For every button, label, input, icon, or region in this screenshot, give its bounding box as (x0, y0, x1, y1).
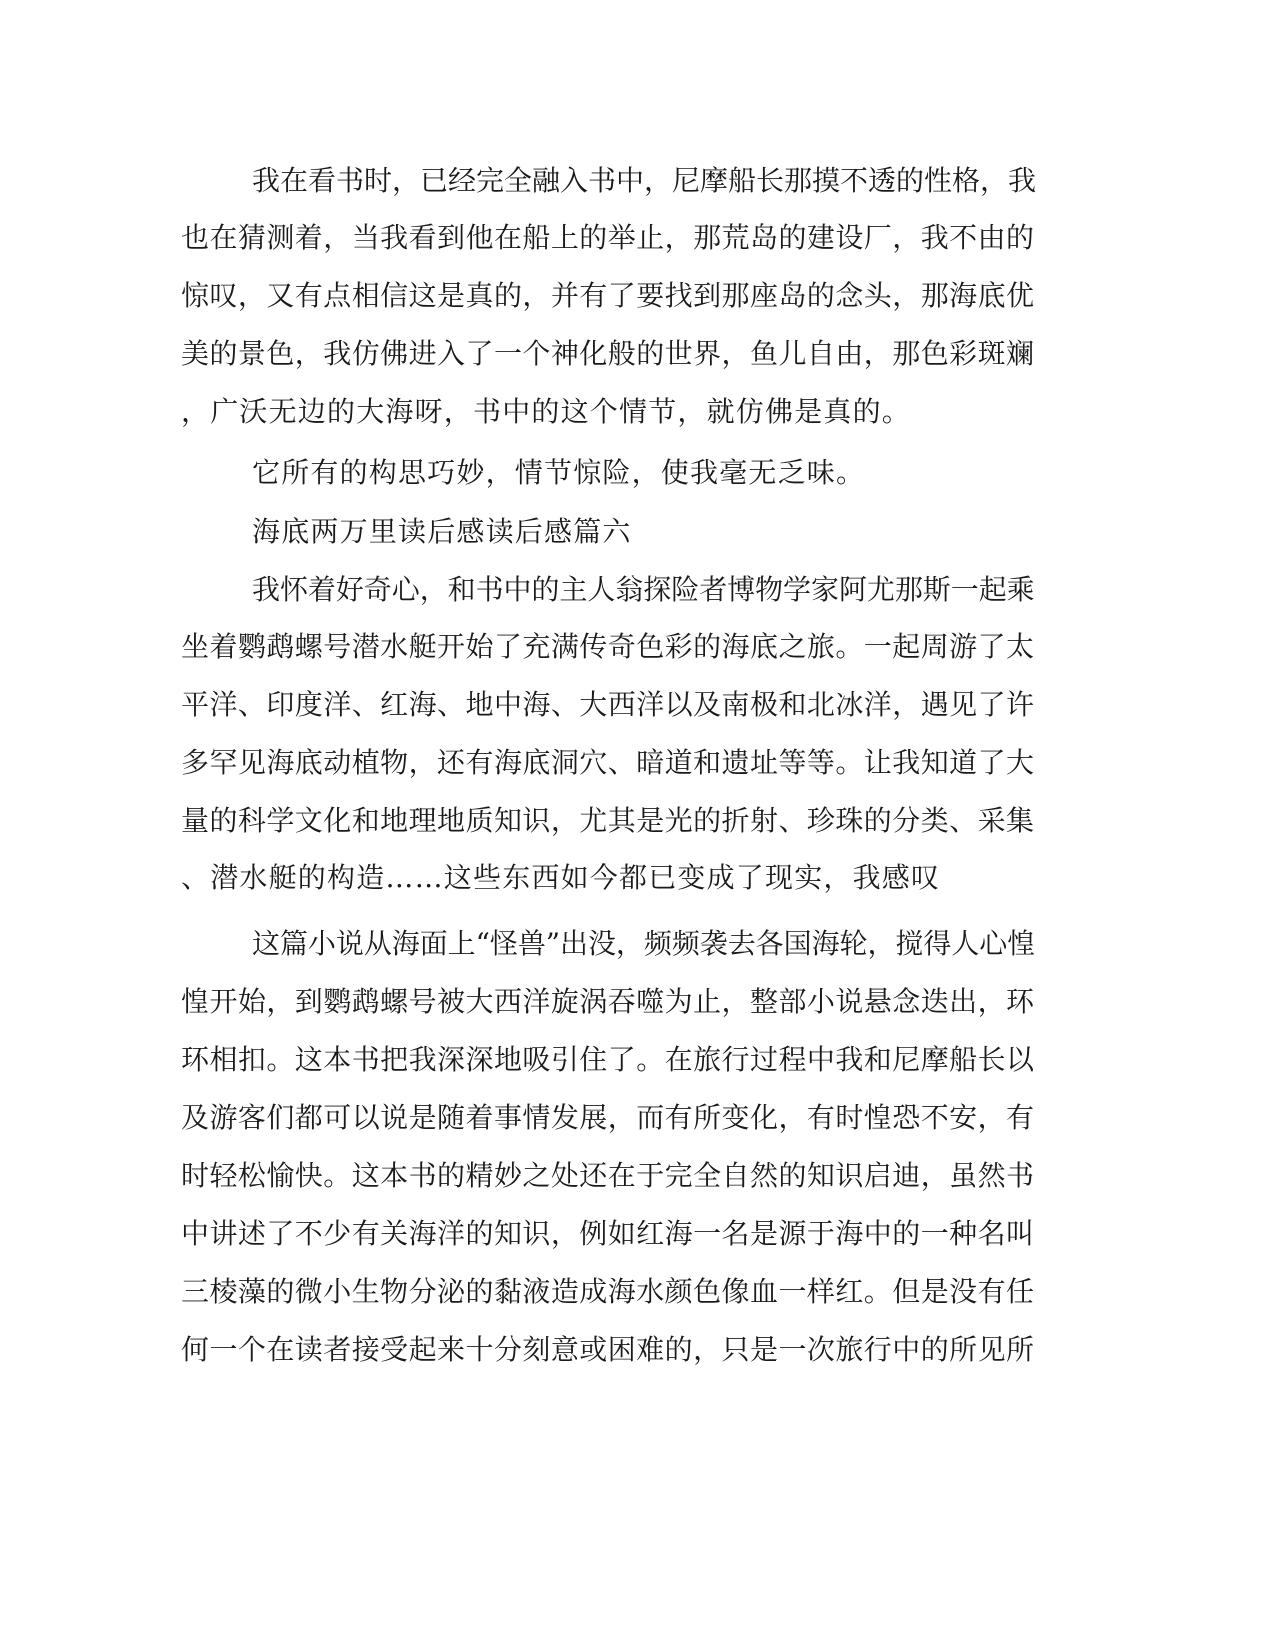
text-line-6: 它所有的构思巧妙，情节惊险，使我毫无乏味。 (252, 456, 866, 489)
text-line-19: 中讲述了不少有关海洋的知识，例如红海一名是源于海中的一种名叫 (181, 1217, 1035, 1250)
text-line-15: 惶开始，到鹦鹉螺号被大西洋旋涡吞噬为止，整部小说悬念迭出，环 (181, 985, 1035, 1018)
text-line-5: ，广沃无边的大海呀，书中的这个情节，就仿佛是真的。 (181, 395, 912, 428)
text-line-14: 这篇小说从海面上“怪兽”出没，频频袭去各国海轮，搅得人心惶 (252, 927, 1036, 960)
text-line-11: 多罕见海底动植物，还有海底洞穴、暗道和遗址等等。让我知道了大 (181, 746, 1035, 779)
text-line-1: 我在看书时，已经完全融入书中，尼摩船长那摸不透的性格，我 (252, 164, 1037, 197)
section-heading: 海底两万里读后感读后感篇六 (252, 515, 632, 548)
text-line-9: 坐着鹦鹉螺号潜水艇开始了充满传奇色彩的海底之旅。一起周游了太 (181, 630, 1035, 663)
text-line-3: 惊叹，又有点相信这是真的，并有了要找到那座岛的念头，那海底优 (181, 279, 1035, 312)
text-line-8: 我怀着好奇心，和书中的主人翁探险者博物学家阿尤那斯一起乘 (252, 573, 1035, 606)
text-line-20: 三棱藻的微小生物分泌的黏液造成海水颜色像血一样红。但是没有任 (181, 1275, 1035, 1308)
text-line-4: 美的景色，我仿佛进入了一个神化般的世界，鱼儿自由，那色彩斑斓 (181, 337, 1035, 370)
text-line-2: 也在猜测着，当我看到他在船上的举止，那荒岛的建设厂，我不由的 (181, 221, 1035, 254)
text-line-10: 平洋、印度洋、红海、地中海、大西洋以及南极和北冰洋，遇见了许 (181, 688, 1035, 721)
text-line-18: 时轻松愉快。这本书的精妙之处还在于完全自然的知识启迪，虽然书 (181, 1159, 1035, 1192)
text-line-21: 何一个在读者接受起来十分刻意或困难的，只是一次旅行中的所见所 (181, 1333, 1035, 1366)
text-line-13: 、潜水艇的构造……这些东西如今都已变成了现实，我感叹 (181, 861, 941, 894)
text-line-17: 及游客们都可以说是随着事情发展，而有所变化，有时惶恐不安，有 (181, 1101, 1035, 1134)
text-line-16: 环相扣。这本书把我深深地吸引住了。在旅行过程中我和尼摩船长以 (181, 1043, 1035, 1076)
text-line-12: 量的科学文化和地理地质知识，尤其是光的折射、珍珠的分类、采集 (181, 804, 1035, 837)
